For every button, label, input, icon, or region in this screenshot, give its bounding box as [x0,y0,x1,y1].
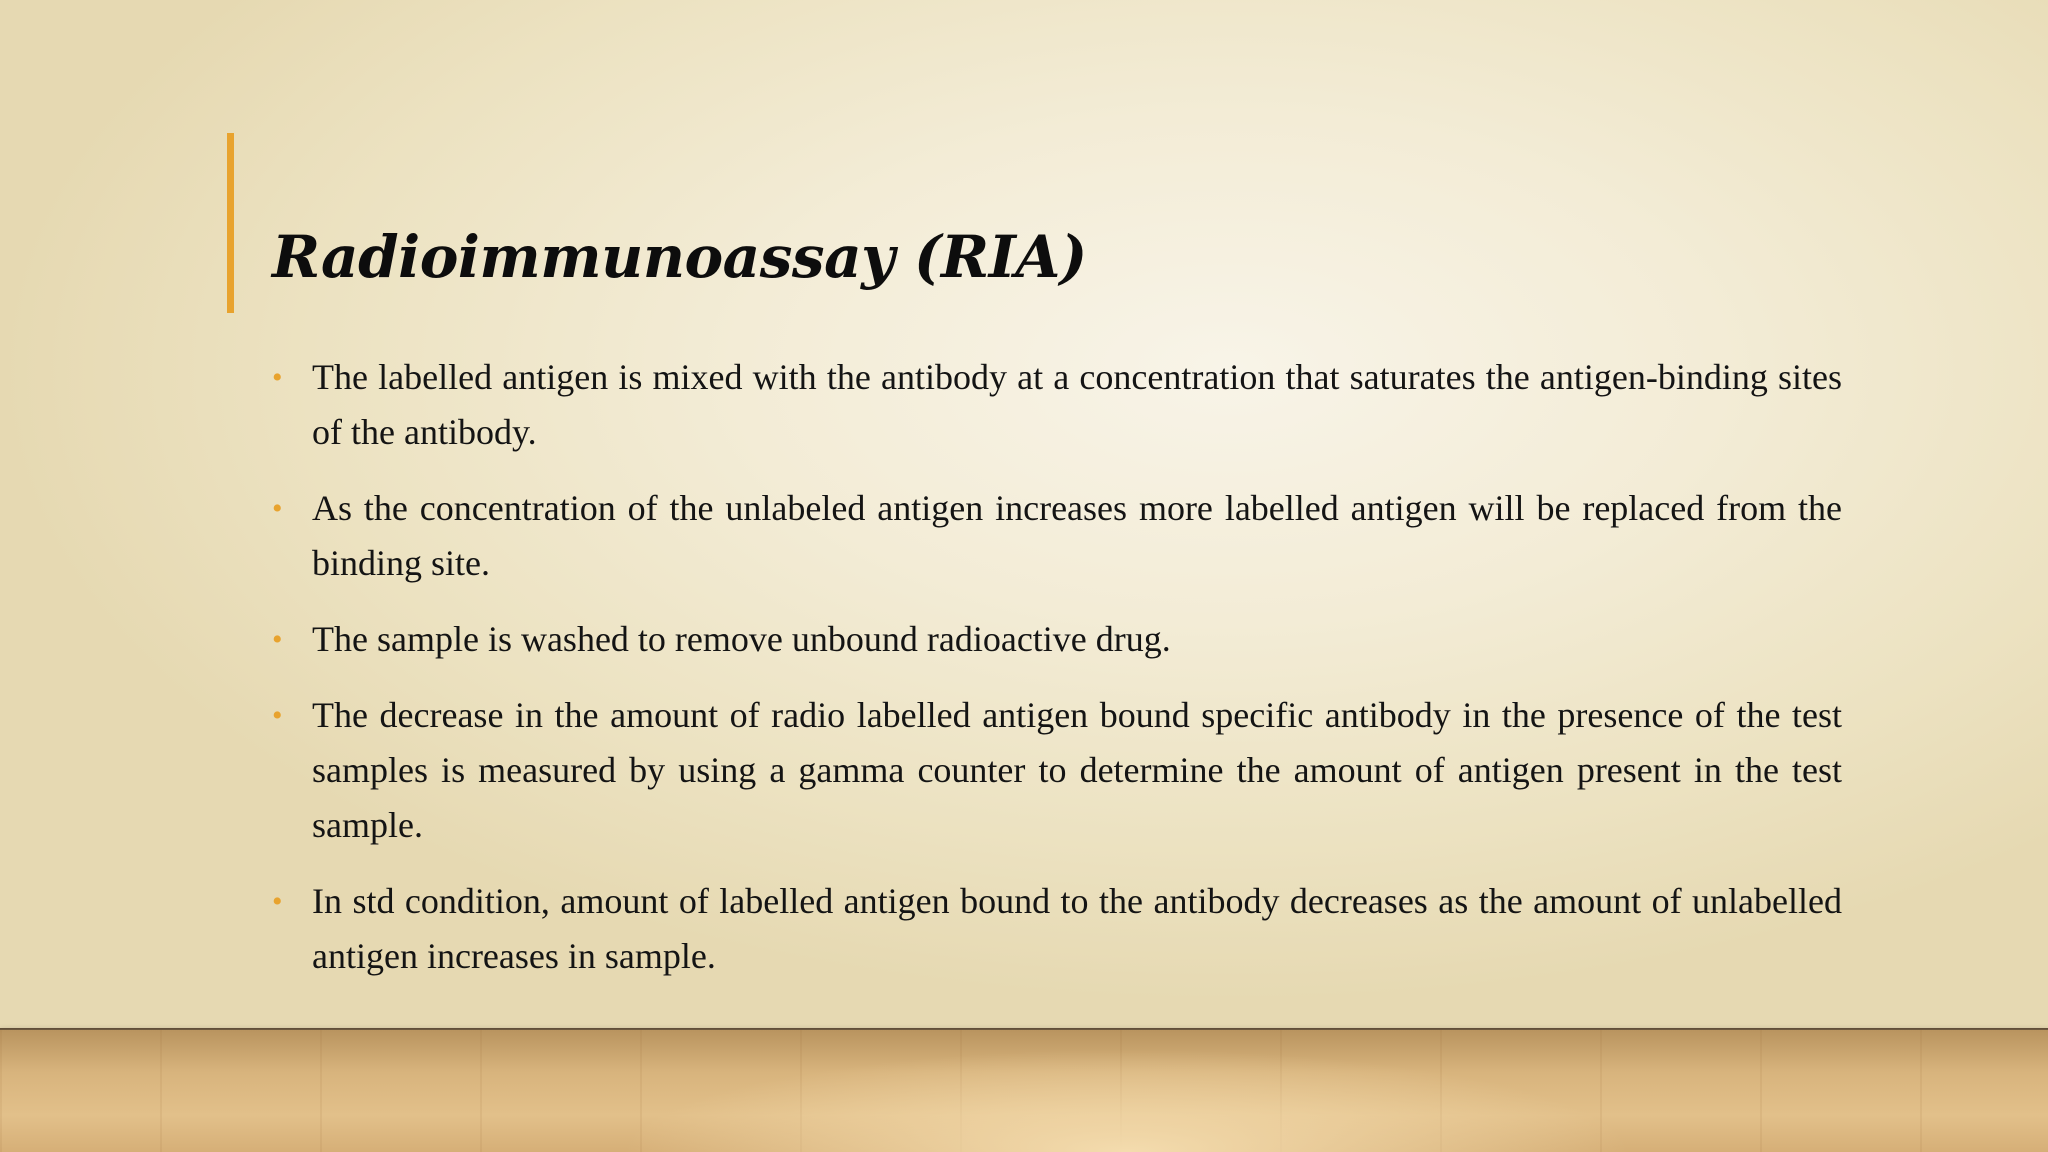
bullet-dot-icon: • [272,699,283,732]
bullet-text: The labelled antigen is mixed with the antibody at a concentration that saturates the antigen-binding sites of the antibody. [312,357,1842,452]
bullet-text: As the concentration of the unlabeled antigen increases more labelled antigen will be replaced from the binding site. [312,488,1842,583]
wood-floor-background [0,1030,2048,1152]
bullet-text: The sample is washed to remove unbound radioactive drug. [312,619,1171,659]
bullet-item [272,350,1842,460]
bullet-item [272,612,1842,667]
bullet-dot-icon: • [272,623,283,656]
bullet-dot-icon: • [272,492,283,525]
title-accent-bar [227,133,234,313]
bullet-item [272,481,1842,591]
bullet-item [272,688,1842,853]
slide-title: Radioimmunoassay (RIA) [272,223,1087,291]
bullet-text: The decrease in the amount of radio labelled antigen bound specific antibody in the presence of the test samples is measured by using a gamma counter to determine the amount of antigen present in the test sample. [312,695,1842,845]
bullet-list [272,350,1842,1005]
bullet-dot-icon: • [272,885,283,918]
bullet-item [272,874,1842,984]
bullet-text: In std condition, amount of labelled antigen bound to the antibody decreases as the amount of unlabelled antigen increases in sample. [312,881,1842,976]
bullet-dot-icon: • [272,361,283,394]
